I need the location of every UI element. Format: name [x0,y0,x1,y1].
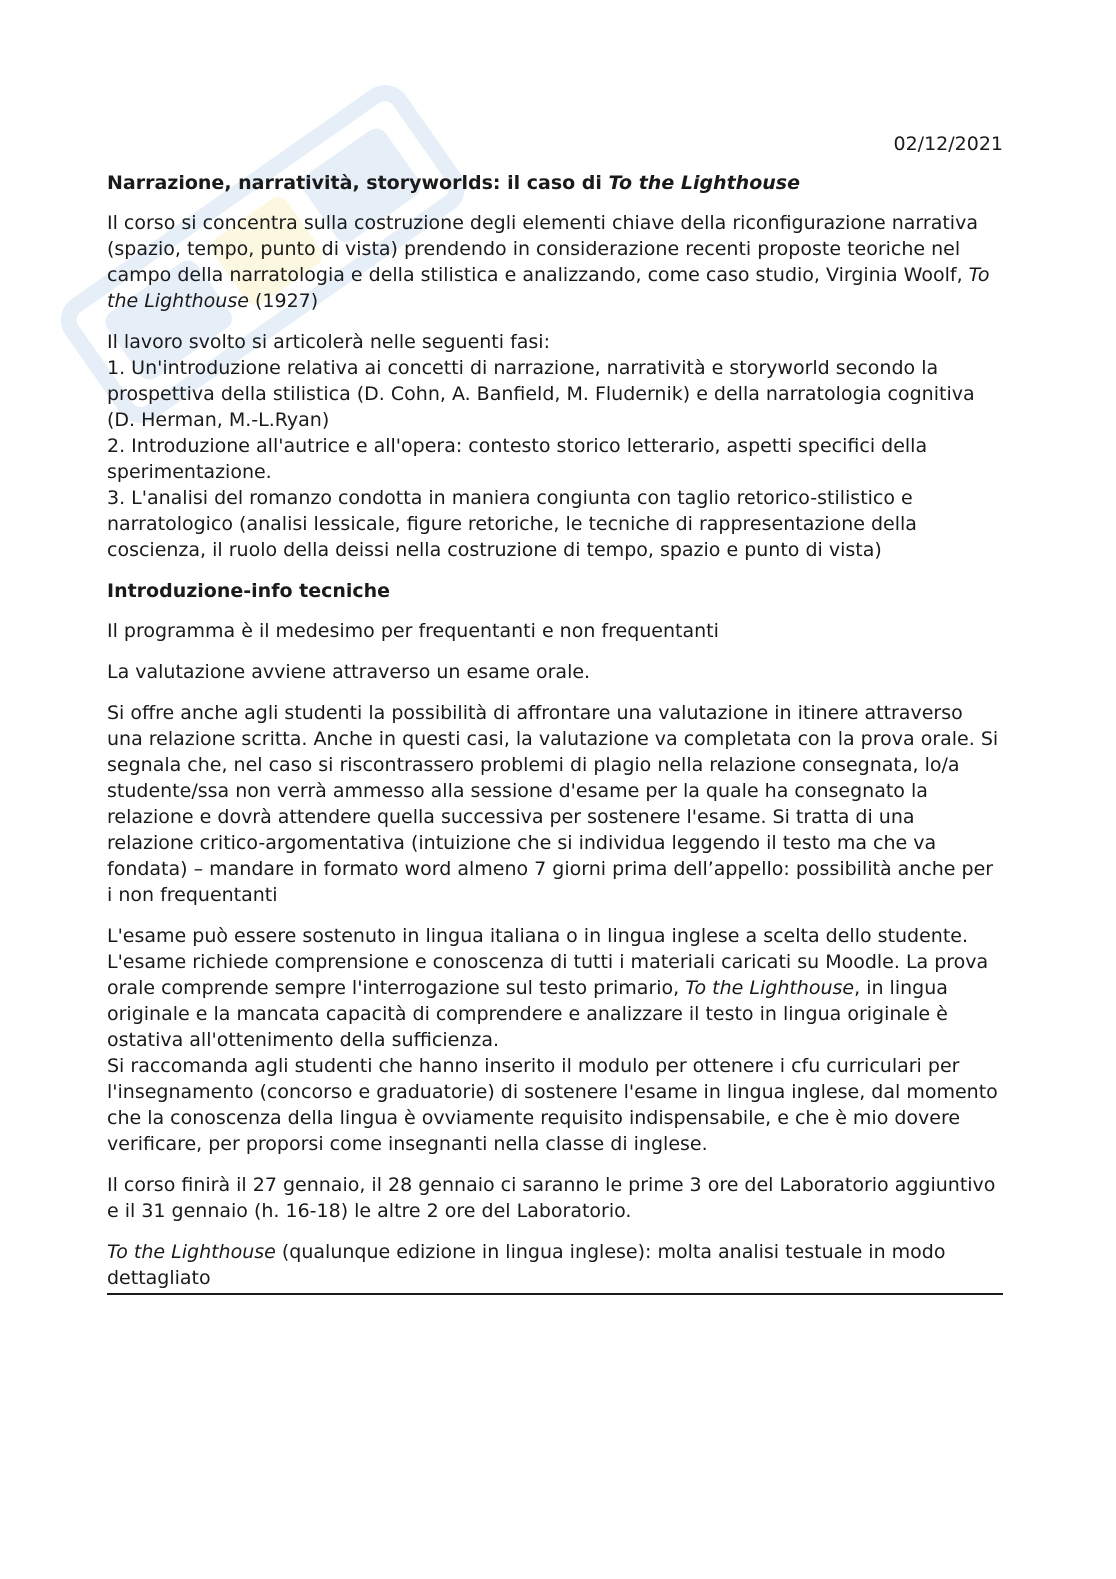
phases-paragraph [107,329,1003,563]
intro-text-1: Il corso si concentra sulla costruzione degli elementi chiave della riconfigurazione narrativa (spazio, tempo, punto di vista) prendendo in considerazione recenti proposte teoriche nel campo della narratologia e della stilistica e analizzando, come caso studio, Virginia Woolf, [107,212,978,286]
exam-book-name: To the Lighthouse [685,977,855,999]
edition-book-name: To the Lighthouse [107,1241,276,1263]
exam-text-1: L'esame può essere sostenuto in lingua italiana o in lingua inglese a scelta dello studente. L'esame richiede comprensione e conoscenza di tutti i materiali caricati su Moodle. La prova orale comprende sempre l'interrogazione sul testo primario, [107,925,989,999]
course-intro-paragraph [107,210,1003,314]
section-heading: Introduzione-info tecniche [107,580,391,602]
exam-text-3: Si raccomanda agli studenti che hanno inserito il modulo per ottenere i cfu curriculari per l'insegnamento (concorso e graduatorie) di sostenere l'esame in lingua inglese, dal momento che la conoscenza della lingua è ovviamente requisito indispensabile, e che è mio dovere verificare, per proporsi come insegnanti nella classe di inglese. [107,1055,998,1155]
title-text: Narrazione, narratività, storyworlds: il caso di [107,172,609,194]
document-content [107,170,1003,1310]
document-title [107,170,1003,196]
phase-item-3: 3. L'analisi del romanzo condotta in maniera congiunta con taglio retorico-stilistico e narratologico (analisi lessicale, figure retoriche, le tecniche di rappresentazione della coscienza, il ruolo della deissi nella costruzione di tempo, spazio e punto di vista) [107,487,917,561]
phases-intro: Il lavoro svolto si articolerà nelle seguenti fasi: [107,331,550,353]
evaluation-paragraph: La valutazione avviene attraverso un esame orale. [107,661,591,683]
edition-paragraph [107,1239,1003,1295]
intro-text-2: (1927) [248,290,319,312]
phase-item-1: 1. Un'introduzione relativa ai concetti di narrazione, narratività e storyworld secondo la prospettiva della stilistica (D. Cohn, A. Banfield, M. Fludernik) e della narratologia cognitiva (D. Herman, M.-L.Ryan) [107,357,975,431]
intro-book-name: To the Lighthouse [107,264,990,312]
phase-item-2: 2. Introduzione all'autrice e all'opera: contesto storico letterario, aspetti specifici della sperimentazione. [107,435,928,483]
schedule-paragraph: Il corso finirà il 27 gennaio, il 28 gennaio ci saranno le prime 3 ore del Laboratorio aggiuntivo e il 31 gennaio (h. 16-18) le altre 2 ore del Laboratorio. [107,1174,996,1222]
exam-text-2: , in lingua originale e la mancata capacità di comprendere e analizzare il testo in lingua originale è ostativa all'ottenimento della sufficienza. [107,977,948,1051]
exam-language-paragraph [107,923,1003,1157]
document-date: 02/12/2021 [893,133,1003,155]
edition-text: (qualunque edizione in lingua inglese): molta analisi testuale in modo dettagliato [107,1241,946,1289]
title-book-name: To the Lighthouse [608,172,800,194]
written-report-paragraph: Si offre anche agli studenti la possibilità di affrontare una valutazione in itinere attraverso una relazione scritta. Anche in questi casi, la valutazione va completata con la prova orale. Si segnala che, nel caso si riscontrassero problemi di plagio nella relazione consegnata, lo/a studente/ssa non verrà ammesso alla sessione d'esame per la quale ha consegnato la relazione e dovrà attendere quella successiva per sostenere l'esame. Si tratta di una relazione critico-argomentativa (intuizione che si individua leggendo il testo ma che va fondata) – mandare in formato word almeno 7 giorni prima dell’appello: possibilità anche per i non frequentanti [107,702,999,906]
program-paragraph: Il programma è il medesimo per frequentanti e non frequentanti [107,620,719,642]
